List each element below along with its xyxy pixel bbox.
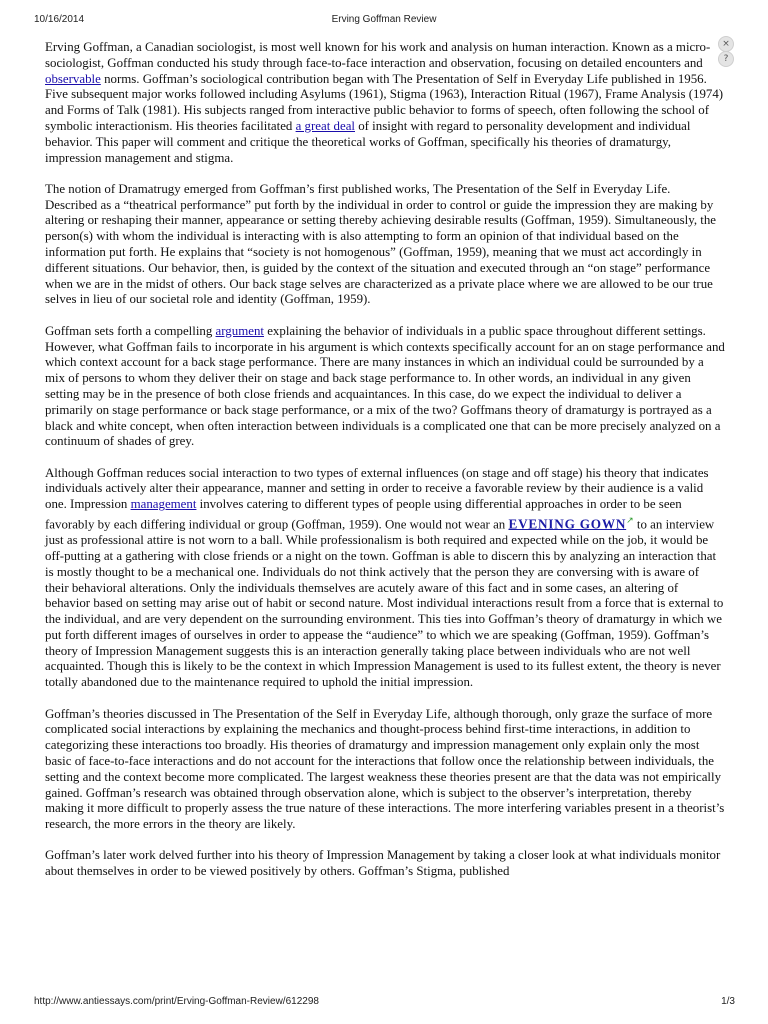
paragraph-dramaturgy: The notion of Dramatrugy emerged from Goffman’s first published works, The Presentation of the Self in Everyday Life. Described as a “theatrical performance” put forth by the individual in order to control or guide the impression they are making by altering or reshaping their manner, appearance or setting thereby achieving desirable results (Goffman, 1959). Simultaneously, the person(s) with whom the individual is interacting with is also attempting to form an opinion of that individual based on the information put forth. He explains that “society is not homogenous” (Goffman, 1959), meaning that we must act accordingly in different situations. Our behavior, then, is guided by the context of the situation and executed through an “on stage” performance when we are in the midst of others. Our back stage selves are characterized as a private place where we are allowed to be our true selves in lieu of our societal role and identity (Goffman, 1959). <box>45 181 717 307</box>
article-body <box>45 40 725 896</box>
paragraph-impression-management: Although Goffman reduces social interaction to two types of external influences (on stage and off stage) his theory that indicates individuals actively alter their appearance, manner and setting in order to receive a favorable review by their audience is a valid one. Impression management involves catering to different types of people using differential approaches in order to be seen favorably by each differing individual or group (Goffman, 1959). One would not wear an EVENING GOWN↗ to an interview just as professional attire is not worn to a ball. While professionalism is both required and expected while on the job, it would be off-putting at a gathering with close friends or a night on the town. Goffman is able to discern this by analyzing an interaction that is mostly thought to be a mechanical one. Individuals do not think actively that the person they are conversing with is aware of their behavioral alterations. Only the individuals themselves are acutely aware of this fact and in some cases, an altering of behavior based on setting may arise out of habit or second nature. Most individual interactions result from a force that is external to the individual, and are very dependent on the surrounding environment. This ties into Goffman’s theory of dramaturgy in which we put forth different images of ourselves in order to appease the “audience” to which we are speaking (Goffman, 1959). Goffman’s theory of Impression Management suggests this is an interaction generally taking place between individuals who are not well acquainted. Though this is likely to be the context in which Impression Management is used to its fullest extent, the theory is never totally abandoned due to the maintenance required to uphold the initial impression. <box>45 465 724 690</box>
print-date: 10/16/2014 <box>34 14 85 25</box>
paragraph-critique: Goffman’s theories discussed in The Presentation of the Self in Everyday Life, although thorough, only graze the surface of more complicated social interactions by explaining the mechanics and thought-process behind first-time interactions, in addition to categorizing these interactions too broadly. His theories of dramaturgy and impression management only explain only the most basic of face-to-face interactions and do not account for the interactions that follow once the relationship between individuals, the setting and the context become more complicated. The largest weakness these theories present are that the data was not empirically gained. Goffman’s research was obtained through observation alone, which is subject to the observer’s interpretation, thereby making it more difficult to properly assess the true nature of these interactions. The more interfering variables present in a theorist’s research, the more errors in the theory are likely. <box>45 706 725 832</box>
paragraph-stigma: Goffman’s later work delved further into his theory of Impression Management by taking a closer look at what individuals monitor about themselves in order to be viewed positively by others. Goffman’s Stigma, published <box>45 848 721 879</box>
paragraph-argument: Goffman sets forth a compelling argument explaining the behavior of individuals in a public space throughout different settings. However, what Goffman fails to incorporate in his argument is which contexts specifically account for an on stage performance and which context account for a back stage performance. There are many instances in which an individual could be surrounded by a mix of persons to whom they deliver their on stage and back stage performance to. In other words, an individual in any given setting may be in the presence of both close friends and acquaintances. In this case, do we expect the individual to deliver a primarily on stage performance or back stage performance, or a mix of the two? Goffmans theory of dramaturgy is portrayed as a black and white concept, when often interaction between individuals is a complicated one that can be more precisely analyzed on a continuum of shades of grey. <box>45 323 725 449</box>
link-a-great-deal[interactable]: a great deal <box>295 118 355 133</box>
close-icon[interactable]: × <box>718 36 734 52</box>
link-management[interactable]: management <box>130 497 197 512</box>
source-url: http://www.antiessays.com/print/Erving-Goffman-Review/612298 <box>34 996 319 1007</box>
page-title: Erving Goffman Review <box>331 14 437 25</box>
print-footer <box>0 996 768 1010</box>
link-observable[interactable]: observable <box>45 71 101 86</box>
help-icon[interactable]: ? <box>718 51 734 67</box>
paragraph-intro: Erving Goffman, a Canadian sociologist, is most well known for his work and analysis on human interaction. Known as a micro-sociologist, Goffman conducted his study through face-to-face interaction and observation, focusing on detailed encounters and observable norms. Goffman’s sociological contribution began with The Presentation of Self in Everyday Life published in 1956. Five subsequent major works followed including Asylums (1961), Stigma (1963), Interaction Ritual (1967), Frame Analysis (1974) and Forms of Talk (1981). His subjects ranged from interactive public behavior to forms of speech, often following the school of symbolic interactionism. His theories facilitated a great deal of insight with regard to personality development and individual behavior. This paper will comment and critique the theoretical works of Goffman, specifically his theories of dramaturgy, impression management and stigma. <box>45 40 724 165</box>
external-link-icon: ↗ <box>626 515 634 526</box>
ad-link-evening-gown[interactable]: EVENING GOWN <box>508 516 627 532</box>
page-number: 1/3 <box>721 996 735 1007</box>
print-header <box>0 14 768 28</box>
link-argument[interactable]: argument <box>215 323 264 338</box>
